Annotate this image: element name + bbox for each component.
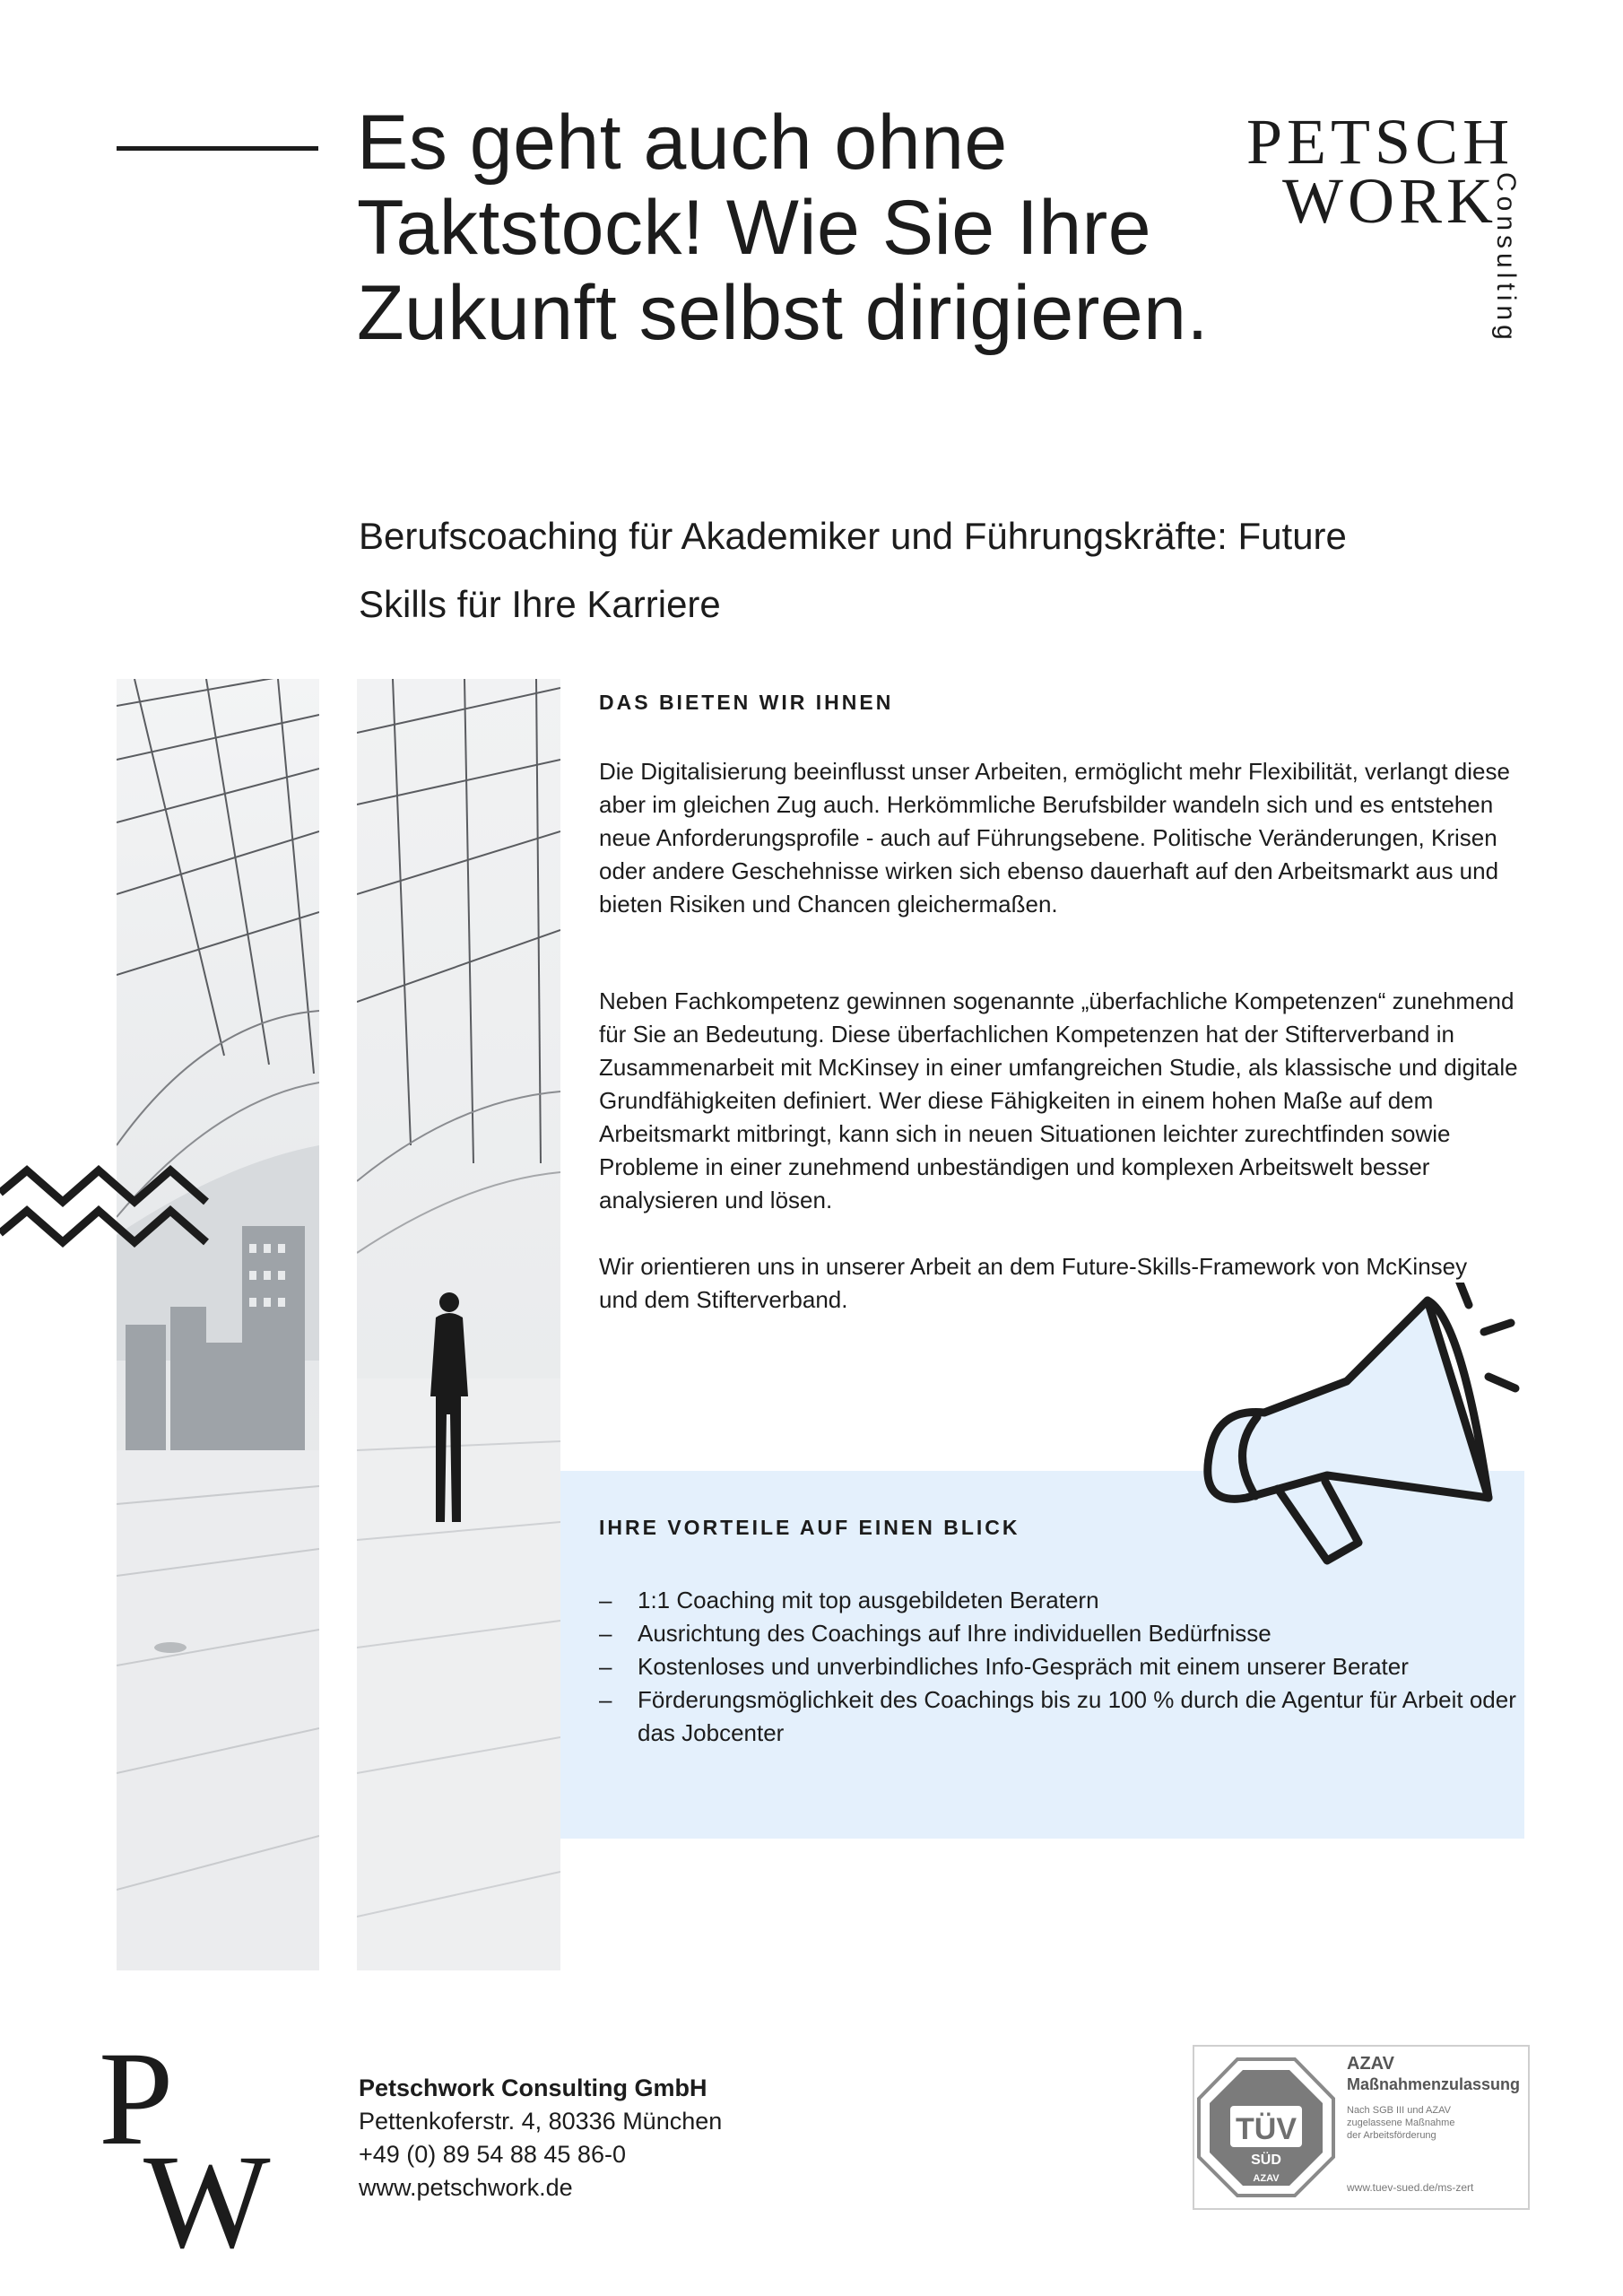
seal-url: www.tuev-sued.de/ms-zert	[1347, 2181, 1474, 2194]
tuev-azav-seal	[1193, 2045, 1530, 2210]
header-rule	[117, 146, 318, 151]
company-address	[359, 2072, 722, 2205]
benefit-item	[599, 1650, 1418, 1683]
benefit-text: Kostenloses und unverbindliches Info-Gespräch mit einem unserer Berater	[638, 1653, 1409, 1680]
zigzag-icon	[0, 1148, 215, 1265]
logo-tagline: Consulting	[1491, 172, 1521, 344]
website-link[interactable]: www.petschwork.de	[359, 2174, 573, 2201]
benefits-list	[599, 1584, 1516, 1750]
benefit-item	[599, 1617, 1496, 1650]
badge-sub: SÜD	[1251, 2152, 1281, 2168]
subline: Berufscoaching für Akademiker und Führungskräfte: Future Skills für Ihre Karriere	[359, 515, 1347, 625]
seal-title: AZAV	[1347, 2054, 1394, 2074]
seal-note-line: Nach SGB III und AZAV	[1347, 2105, 1451, 2116]
benefit-item	[599, 1683, 1525, 1750]
list-dash: –	[599, 1653, 612, 1680]
section-heading-benefits: IHRE VORTEILE AUF EINEN BLICK	[599, 1516, 1020, 1539]
offer-paragraph-3: Wir orientieren uns in unserer Arbeit an dem Future-Skills-Framework von McKinsey und dem Stifterverband.	[599, 1253, 1468, 1313]
logo-line-2: WORK	[1282, 165, 1497, 237]
seal-subtitle: Maßnahmenzulassung	[1347, 2075, 1521, 2093]
monogram-logo	[99, 2024, 278, 2276]
benefit-text: Förderungsmöglichkeit des Coachings bis zu 100 % durch die Agentur für Arbeit oder das Jobcenter	[638, 1686, 1516, 1746]
brand-logo	[1246, 106, 1533, 361]
list-dash: –	[599, 1686, 612, 1713]
megaphone-icon	[1193, 1283, 1533, 1570]
seal-note	[1347, 2104, 1454, 2142]
seal-note-line: der Arbeitsförderung	[1347, 2130, 1436, 2141]
phone-number[interactable]: +49 (0) 89 54 88 45 86-0	[359, 2141, 626, 2168]
photo-strip-left	[117, 679, 319, 1970]
monogram-p: P	[99, 2024, 174, 2173]
section-heading-offer: DAS BIETEN WIR IHNEN	[599, 691, 894, 714]
monogram-w: W	[143, 2127, 271, 2276]
benefit-item	[599, 1584, 1496, 1617]
list-dash: –	[599, 1587, 612, 1613]
street-address: Pettenkoferstr. 4, 80336 München	[359, 2108, 723, 2135]
benefit-text: Ausrichtung des Coachings auf Ihre individuellen Bedürfnisse	[638, 1620, 1271, 1647]
offer-paragraph-2: Neben Fachkompetenz gewinnen sogenannte „überfachliche Kompetenzen“ zunehmend für Sie an Bedeutung. Diese überfachlichen Kompetenzen hat der Stifterverband in Zusammenarbeit mit McKinsey in einer umfangreichen Studie, als klassische und digitale Grundfähigkeiten definiert. Wer diese Fähigkeiten in einem hohen Maße auf dem Arbeitsmarkt mitbringt, kann sich in neuen Situationen leichter zurechtfinden sowie Probleme in einer zunehmend unbeständigen und komplexen Arbeitswelt besser analysieren und lösen.	[599, 987, 1518, 1213]
badge-text: TÜV	[1236, 2112, 1297, 2146]
tuev-badge-icon	[1194, 2054, 1338, 2202]
seal-note-line: zugelassene Maßnahme	[1347, 2118, 1455, 2128]
photo-strip-right	[357, 679, 560, 1970]
benefit-text: 1:1 Coaching mit top ausgebildeten Beratern	[638, 1587, 1099, 1613]
headline: Es geht auch ohne Taktstock! Wie Sie Ihre Zukunft selbst dirigieren.	[357, 100, 1209, 356]
list-dash: –	[599, 1620, 612, 1647]
offer-paragraph-1: Die Digitalisierung beeinflusst unser Arbeiten, ermöglicht mehr Flexibilität, verlangt diese aber im gleichen Zug auch. Herkömmliche Berufsbilder wandeln sich und es entstehen neue Anforderungsprofile - auch auf Führungsebene. Politische Veränderungen, Krisen oder andere Geschehnisse wirken sich ebenso dauerhaft auf den Arbeitsmarkt aus und bieten Risiken und Chancen gleichermaßen.	[599, 758, 1510, 918]
logo-line-1: PETSCH	[1246, 106, 1515, 178]
badge-bottom: AZAV	[1253, 2173, 1280, 2184]
company-name: Petschwork Consulting GmbH	[359, 2074, 707, 2101]
